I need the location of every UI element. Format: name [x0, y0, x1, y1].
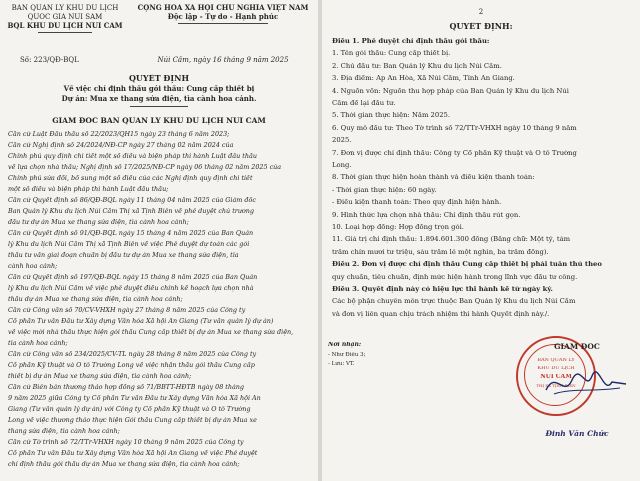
- decision-heading: QUYẾT ĐỊNH:: [449, 22, 513, 31]
- body-line: Căn cứ Biên bản thương thảo hợp đồng số 71/BBTT-HĐTB ngày 08 tháng: [8, 384, 244, 391]
- body-line: Ban Quản lý Khu du lịch Núi Cấm Thị xã Tịnh Biên về phê duyệt chủ trương: [8, 208, 254, 215]
- body-line: Căn cứ Công văn số 70/CV-VHXH ngày 27 tháng 8 năm 2025 của Công ty: [8, 307, 246, 314]
- body-line: Căn cứ Tờ trình số 72/TTr-VHXH ngày 10 tháng 9 năm 2025 của Công ty: [8, 439, 244, 446]
- body-line: cành hoa cảnh;: [8, 263, 58, 270]
- body-line: Cổ phần Tư vấn Đầu tư Xây dựng Văn hóa Xã hội An Giang về việc Phê duyệt: [8, 450, 258, 457]
- decision-line: và đơn vị liên quan chịu trách nhiệm thi hành Quyết định này./.: [332, 310, 550, 318]
- page-1: [0, 0, 318, 481]
- document-number: Số: 223/QĐ-BQL: [20, 56, 79, 64]
- place-date: Núi Cấm, ngày 16 tháng 9 năm 2025: [157, 56, 289, 64]
- decision-line: 10. Loại hợp đồng: Hợp đồng trọn gói.: [332, 224, 464, 231]
- decision-line: Cấm để lại đầu tư.: [332, 100, 396, 107]
- signer-title: GIÁM ĐỐC: [554, 343, 600, 351]
- agency-line-3: BQL KHU DU LỊCH NÚI CẤM: [7, 22, 123, 30]
- decision-line: 11. Giá trị chỉ định thầu: 1.894.601.300 đồng (Bằng chữ: Một tỷ, tám: [332, 236, 571, 244]
- agency-underline: [38, 32, 92, 33]
- body-line: về lựa chọn nhà thầu; Nghị định số 17/2025/NĐ-CP ngày 06 tháng 02 năm 2025 của: [8, 164, 282, 171]
- body-line: lý Khu du lịch Núi Cấm về việc phê duyệt điều chỉnh kế hoạch lựa chọn nhà: [8, 285, 254, 292]
- decision-line: 3. Địa điểm: Ấp An Hòa, Xã Núi Cấm, Tỉnh An Giang.: [332, 75, 515, 83]
- page-2: [322, 0, 640, 481]
- body-line: Căn cứ Quyết định số 86/QĐ-BQL ngày 11 tháng 04 năm 2025 của Giám đốc: [8, 197, 256, 204]
- seal-text: KHU DU LỊCH: [537, 366, 575, 371]
- signature-icon: [542, 362, 632, 402]
- decision-line: - Điều kiện thanh toán: Theo quy định hiện hành.: [332, 199, 502, 207]
- subject-underline: [130, 106, 188, 107]
- seal-text: NÚI CẤM: [540, 374, 572, 380]
- body-line: lý Khu du lịch Núi Cấm Thị xã Tịnh Biên về việc Phê duyệt dự toán các gói: [8, 241, 250, 248]
- recipient-item: - Như Điều 3;: [328, 352, 366, 358]
- agency-line-2: QUỐC GIA NÚI SAM: [27, 13, 103, 21]
- body-line: Long về việc thương thảo thực hiện Gói thầu Cung cấp thiết bị dự án Mua xe: [8, 417, 257, 424]
- body-line: Cổ phần Kỹ thuật và Ô tô Trường Long về việc nhận thầu gói thầu Cung cấp: [8, 362, 255, 369]
- nation-line-2: Độc lập - Tự do - Hạnh phúc: [167, 13, 279, 21]
- agency-line-1: BAN QUẢN LÝ KHU DU LỊCH: [11, 4, 119, 12]
- body-line: thầu dự án Mua xe thang sửa điện, tìa cành hoa cảnh;: [8, 296, 183, 303]
- decision-line: 5. Thời gian thực hiện: Năm 2025.: [332, 112, 451, 120]
- decision-line: Long.: [332, 162, 352, 169]
- decision-line: Điều 3. Quyết định này có hiệu lực thi hành kể từ ngày ký.: [332, 286, 553, 293]
- body-line: Căn cứ Quyết định số 91/QĐ-BQL ngày 15 tháng 4 năm 2025 của Ban Quản: [8, 230, 254, 237]
- decision-line: 6. Quy mô đầu tư: Theo Tờ trình số 72/TTr-VHXH ngày 10 tháng 9 năm: [332, 124, 577, 132]
- signer-name: Đinh Văn Chức: [545, 430, 609, 438]
- body-line: thang sửa điện, tìa cành hoa cảnh;: [8, 428, 120, 435]
- body-line: Căn cứ Luật Đấu thầu số 22/2023/QH15 ngày 23 tháng 6 năm 2023;: [8, 131, 230, 138]
- body-line: Căn cứ Quyết định số 197/QĐ-BQL ngày 15 tháng 8 năm 2025 của Ban Quản: [8, 274, 258, 281]
- body-line: chỉ định thầu gói thầu dự án Mua xe thang sửa điện, tìa cành hoa cảnh;: [8, 461, 240, 468]
- decision-line: Điều 1. Phê duyệt chỉ định thầu gói thầu:: [332, 38, 490, 45]
- decision-line: 2025.: [332, 137, 352, 145]
- decision-line: Các bộ phận chuyên môn trực thuộc Ban Quản lý Khu du lịch Núi Cấm: [332, 298, 576, 306]
- authority-heading: GIÁM ĐỐC BAN QUẢN LÝ KHU DU LỊCH NÚI CẤM: [52, 117, 266, 125]
- nation-underline: [178, 23, 268, 24]
- recipient-item: - Lưu: VT.: [328, 361, 355, 367]
- decision-line: 8. Thời gian thực hiện hoàn thành và điều kiện thanh toán:: [332, 174, 535, 182]
- decision-line: 7. Đơn vị được chỉ định thầu: Công ty Cổ phần Kỹ thuật và Ô tô Trường: [332, 149, 577, 157]
- body-line: Chính phủ quy định chi tiết một số điều và biện pháp thi hành Luật đấu thầu: [8, 153, 258, 160]
- recipients-label: Nơi nhận:: [328, 342, 362, 348]
- body-line: 9 năm 2025 giữa Công ty Cổ phần Tư vấn Đầu tư Xây dựng Văn hóa Xã hội An: [8, 395, 261, 402]
- decision-line: - Thời gian thực hiện: 60 ngày.: [332, 186, 437, 194]
- body-line: Căn cứ Công văn số 234/2025/CV-TL ngày 28 tháng 8 năm 2025 của Công ty: [8, 351, 257, 358]
- body-line: thầu tư vấn giai đoạn chuẩn bị đầu tư dự án Mua xe thang sửa điện, tìa: [8, 252, 239, 259]
- body-line: thiết bị dự án Mua xe thang sửa điện, tìa cành hoa cảnh;: [8, 373, 192, 380]
- page-number: 2: [478, 8, 484, 16]
- decision-line: 1. Tên gói thầu: Cung cấp thiết bị.: [332, 50, 451, 58]
- seal-text: BAN QUẢN LÝ: [537, 358, 575, 363]
- body-line: Căn cứ Nghị định số 24/2024/NĐ-CP ngày 27 tháng 02 năm 2024 của: [8, 142, 234, 149]
- body-line: Chính phủ sửa đổi, bổ sung một số điều của các Nghị định quy định chi tiết: [8, 175, 253, 182]
- body-line: đầu tư dự án Mua xe thang sửa điện, tìa cành hoa cảnh;: [8, 219, 189, 226]
- body-line: Cổ phần Tư vấn Đầu tư Xây dựng Văn hóa Xã hội An Giang (Tư vấn quản lý dự án): [8, 318, 274, 325]
- nation-line-1: CỘNG HÒA XÃ HỘI CHỦ NGHĨA VIỆT NAM: [137, 4, 309, 12]
- decision-line: 9. Hình thức lựa chọn nhà thầu: Chỉ định thầu rút gọn.: [332, 211, 521, 219]
- decision-line: quy chuẩn, tiêu chuẩn, định mức hiện hành trong lĩnh vực đầu tư công.: [332, 273, 578, 281]
- decision-line: Điều 2. Đơn vị được chỉ định thầu Cung cấp thiết bị phải tuân thủ theo: [332, 261, 602, 269]
- body-line: về việc mời nhà thầu thực hiện gói thầu Cung cấp thiết bị dự án Mua xe thang sửa điện,: [8, 329, 294, 336]
- body-line: một số điều và biện pháp thi hành Luật đấu thầu;: [8, 186, 169, 193]
- seal-text: THỊ XÃ TỊNH BIÊN: [536, 384, 576, 388]
- subject-line-1: Về việc chỉ định thầu gói thầu: Cung cấp thiết bị: [63, 85, 255, 93]
- document-title: QUYẾT ĐỊNH: [128, 74, 190, 83]
- decision-line: trăm chín mươi tư triệu, sáu trăm lẻ một nghìn, ba trăm đồng).: [332, 248, 549, 256]
- decision-line: 2. Chủ đầu tư: Ban Quản lý Khu du lịch Núi Cấm.: [332, 62, 502, 70]
- decision-line: 4. Nguồn vốn: Nguồn thu hợp pháp của Ban Quản lý Khu du lịch Núi: [332, 87, 569, 95]
- body-line: tìa cành hoa cảnh;: [8, 340, 68, 347]
- body-line: Giang (Tư vấn quản lý dự án) với Công ty Cổ phần Kỹ thuật và Ô tô Trường: [8, 406, 251, 413]
- subject-line-2: Dự án: Mua xe thang sửa điện, tìa cành hoa cảnh.: [61, 95, 257, 103]
